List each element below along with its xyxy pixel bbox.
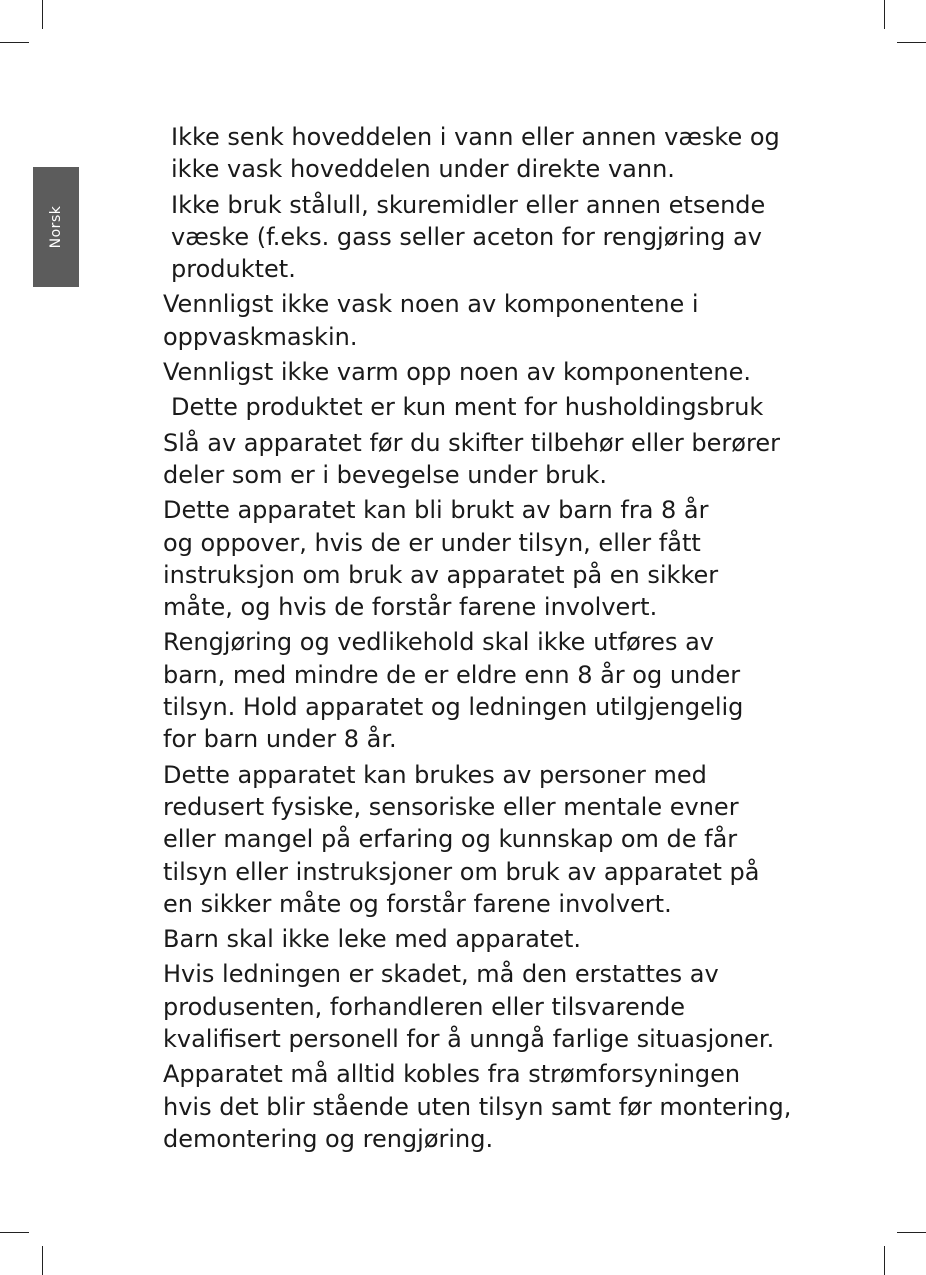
instruction-line: for barn under 8 år. [163,725,397,754]
instruction-line: redusert fysiske, sensoriske eller mentale evner [163,792,739,821]
instruction-paragraph [163,958,913,1055]
crop-mark [884,0,885,29]
instruction-paragraph [163,923,913,955]
instruction-paragraph [163,1058,913,1155]
instruction-line: Slå av apparatet før du skifter tilbehør eller berører [163,428,780,457]
instruction-line: eller mangel på erfaring og kunnskap om de får [163,825,738,854]
instruction-paragraph [163,189,913,286]
instruction-line: instruksjon om bruk av apparatet på en sikker [163,560,719,589]
safety-instructions [163,121,913,1158]
instruction-line: hvis det blir stående uten tilsyn samt før montering, [163,1092,792,1121]
instruction-line: Vennligst ikke vask noen av komponentene i [163,290,699,319]
instruction-line: Ikke senk hoveddelen i vann eller annen væske og [171,123,780,151]
instruction-line: ikke vask hoveddelen under direkte vann. [171,155,675,184]
instruction-line: Hvis ledningen er skadet, må den erstattes av [163,960,719,989]
instruction-line: Ikke bruk stålull, skuremidler eller annen etsende [171,190,766,219]
instruction-line: måte, og hvis de forstår farene involvert. [163,593,658,622]
crop-mark [897,1232,926,1233]
instruction-line: Apparatet må alltid kobles fra strømforsyningen [163,1060,741,1089]
crop-mark [42,0,43,29]
instruction-line: Barn skal ikke leke med apparatet. [163,925,581,954]
instruction-line: Vennligst ikke varm opp noen av komponentene. [163,358,752,387]
instruction-line: tilsyn. Hold apparatet og ledningen utilgjengelig [163,693,744,722]
instruction-line: produktet. [171,255,296,284]
instruction-line: oppvaskmaskin. [163,322,358,351]
instruction-paragraph [163,121,913,186]
instruction-line: Dette apparatet kan brukes av personer med [163,760,707,789]
instruction-paragraph [163,494,913,623]
language-tab-label: Norsk [48,205,64,249]
instruction-line: tilsyn eller instruksjoner om bruk av apparatet på [163,857,760,886]
instruction-line: Rengjøring og vedlikehold skal ikke utføres av [163,628,714,657]
instruction-line: Dette produktet er kun ment for husholdingsbruk [171,393,764,422]
instruction-line: barn, med mindre de er eldre enn 8 år og under [163,660,741,689]
instruction-paragraph [163,427,913,492]
crop-mark [897,42,926,43]
instruction-line: og oppover, hvis de er under tilsyn, eller fått [163,528,701,557]
language-tab [33,167,79,287]
instruction-paragraph [163,759,913,920]
instruction-line: demontering og rengjøring. [163,1124,494,1153]
crop-mark [0,1232,29,1233]
instruction-paragraph [163,391,913,423]
instruction-line: Dette apparatet kan bli brukt av barn fra 8 år [163,496,709,525]
instruction-paragraph [163,626,913,755]
instruction-line: deler som er i bevegelse under bruk. [163,460,607,489]
instruction-paragraph [163,356,913,388]
instruction-paragraph [163,288,913,353]
instruction-line: produsenten, forhandleren eller tilsvarende [163,992,685,1021]
instruction-line: væske (f.eks. gass seller aceton for rengjøring av [171,222,762,251]
crop-mark [42,1246,43,1275]
instruction-line: kvalifisert personell for å unngå farlige situasjoner. [163,1025,775,1054]
crop-mark [0,42,29,43]
crop-mark [884,1246,885,1275]
instruction-line: en sikker måte og forstår farene involvert. [163,889,672,918]
